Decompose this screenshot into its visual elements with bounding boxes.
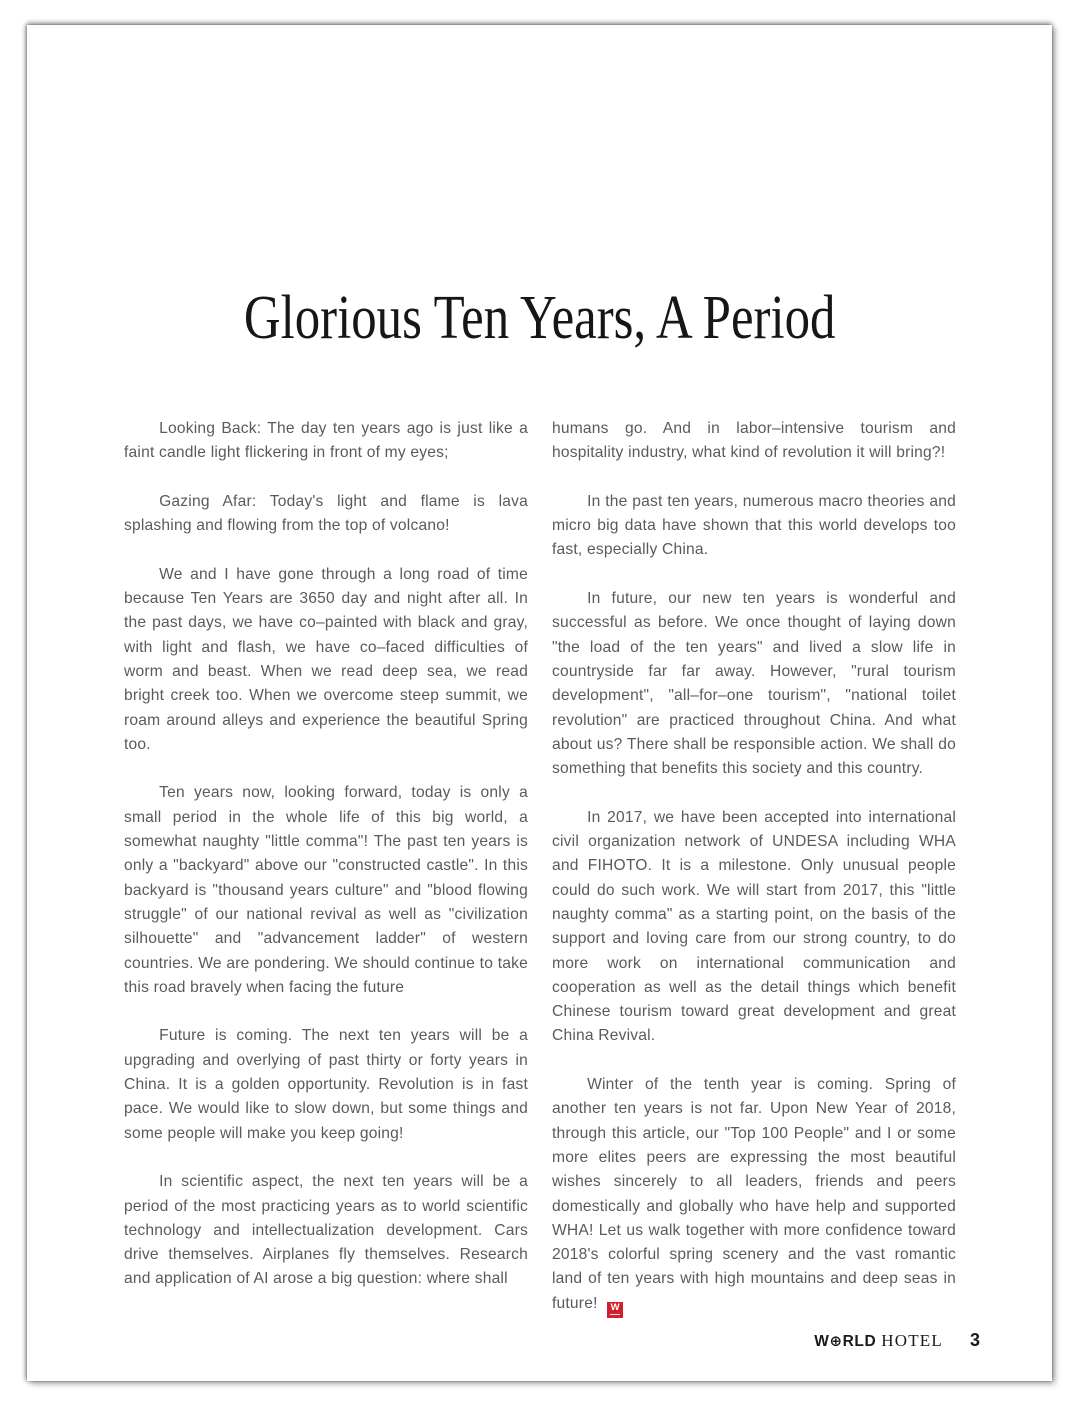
paragraph: In 2017, we have been accepted into international civil organization network of UNDESA including WHA and FIHOTO. It is a milestone. Only unusual people could do such work. We will start from 2017, this "little naughty comma" as a starting point, on the basis of the support and loving care from our strong country, to do more work on international communication and cooperation as well as the detail things which benefit Chinese tourism toward great development and great China Revival.: [552, 808, 956, 1045]
brand-world-w: W: [814, 1333, 830, 1350]
end-of-article-letter: W: [610, 1301, 620, 1313]
end-of-article-bar: [610, 1314, 620, 1316]
title-container: [27, 241, 1052, 395]
page-title: Glorious Ten Years, A Period: [243, 283, 836, 352]
paragraph: humans go. And in labor–intensive tourism and hospitality industry, what kind of revolution it will bring?!: [552, 420, 956, 462]
paragraph-text: Winter of the tenth year is coming. Spring of another ten years is not far. Upon New Year of 2018, through this article, our "Top 100 People" and I or some more elites peers are expressing the most beautiful wishes sincerely to all leaders, friends and peers domestically and globally who have help and supported WHA! Let us walk together with more confidence toward 2018's colorful spring scenery and the vast romantic land of ten years with high mountains and deep seas in future!: [552, 1076, 956, 1312]
paragraph: Gazing Afar: Today's light and flame is lava splashing and flowing from the top of volcano!: [124, 492, 528, 535]
text-column-left: [124, 417, 528, 1316]
brand-hotel-label: HOTEL: [881, 1331, 943, 1350]
paragraph: Future is coming. The next ten years will be a upgrading and overlying of past thirty or forty years in China. It is a golden opportunity. Revolution is in fast pace. We would like to slow down, but some things and some people will make you keep going!: [124, 1027, 528, 1142]
end-of-article-icon: [607, 1302, 623, 1318]
paragraph: In future, our new ten years is wonderful and successful as before. We once thought of laying down "the load of the ten years" and lived a slow life in countryside far far away. However, "rural tourism development", "all–for–one tourism", "national toilet revolution" are practiced throughout China. And what about us? There shall be responsible action. We shall do something that benefits this society and this country.: [552, 590, 956, 778]
paragraph: We and I have gone through a long road of time because Ten Years are 3650 day and night after all. In the past days, we have co–painted with black and gray, with light and flash, we have co–faced difficulties of worm and beast. When we read deep sea, we read bright creek too. When we overcome steep summit, we roam around alleys and experience the beautiful Spring too.: [124, 565, 528, 753]
paragraph: In scientific aspect, the next ten years will be a period of the most practicing years as to world scientific technology and intellectualization development. Cars drive themselves. Airplanes fly themselves. Research and application of AI arose a big question: where shall: [124, 1173, 528, 1288]
paragraph: [552, 1073, 956, 1318]
brand-world-rld: RLD: [842, 1333, 877, 1350]
paragraph: Looking Back: The day ten years ago is just like a faint candle light flickering in front of my eyes;: [124, 420, 528, 462]
magazine-page: [27, 25, 1052, 1381]
globe-icon: ⊕: [829, 1332, 843, 1350]
page-number: 3: [969, 1330, 980, 1350]
paragraph: Ten years now, looking forward, today is only a small period in the whole life of this big world, a somewhat naughty "little comma"! The past ten years is only a "backyard" above our "constructed castle". In this backyard is "thousand years culture" and "blood flowing struggle" of our national revival as well as "civilization silhouette" and "advancement ladder" of western countries. We are pondering. We should continue to take this road bravely when facing the future: [124, 784, 528, 996]
brand-logo: [814, 1332, 876, 1351]
paragraph: In the past ten years, numerous macro theories and micro big data have shown that this world develops too fast, especially China.: [552, 492, 956, 559]
text-column-right: [552, 417, 956, 1342]
page-footer: [814, 1330, 980, 1351]
